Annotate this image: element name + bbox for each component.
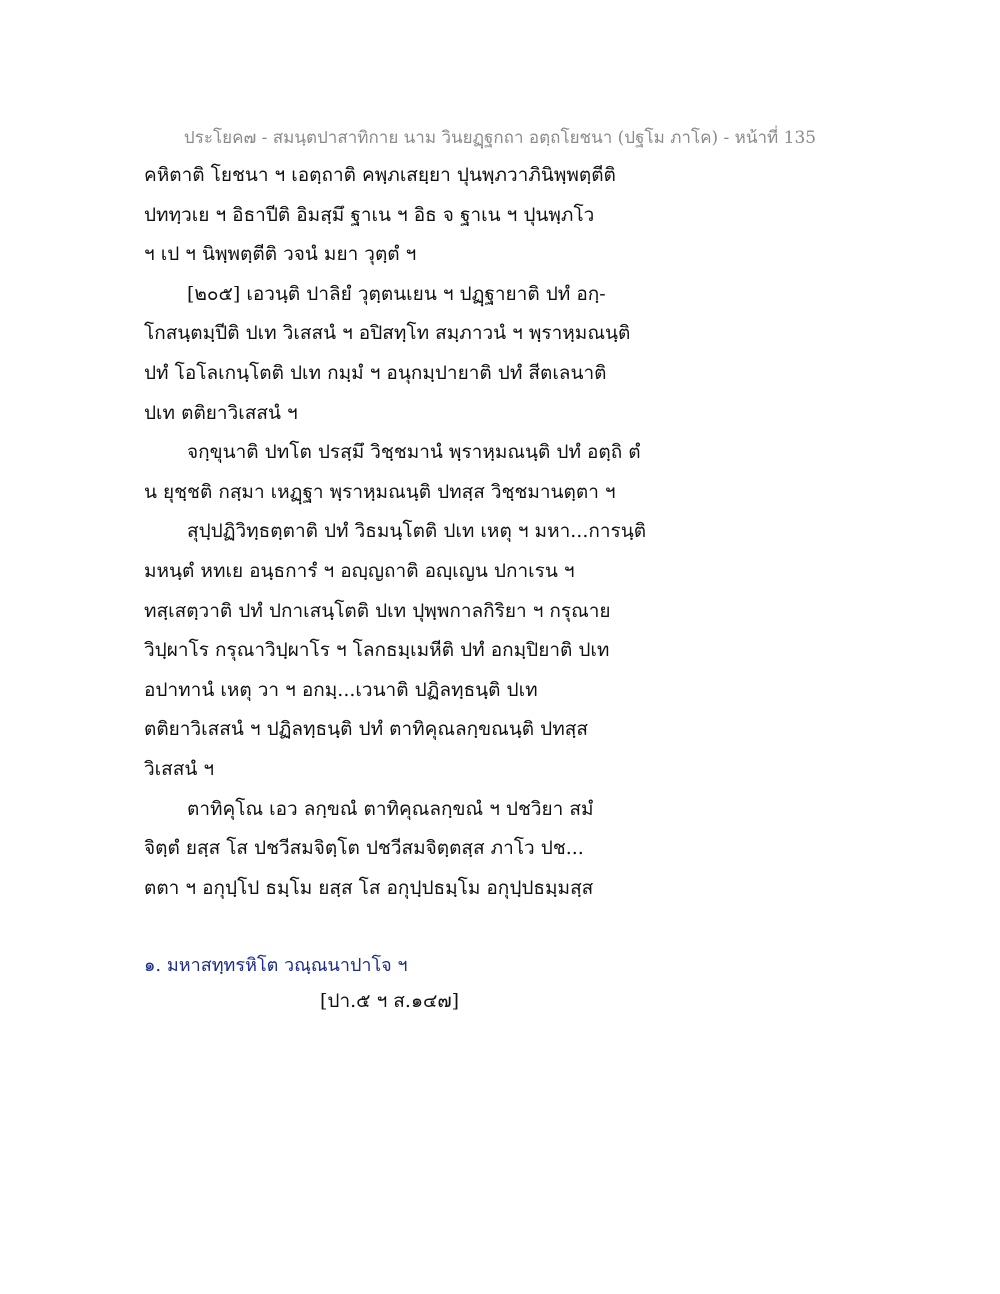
text-line-13: วิปฺผาโร กรุณาวิปฺผาโร ฯ โลกธมฺเมหีติ ปทํ อกมฺปิยาติ ปเท	[144, 639, 610, 662]
text-line-6: ปทํ โอโลเกนฺโตติ ปเท กมฺมํ ฯ อนุกมฺปายาติ ปทํ สีตเลนาติ	[144, 361, 607, 384]
text-line-16: วิเสสนํ ฯ	[144, 757, 215, 780]
text-line-11: มหนฺตํ หทเย อนฺธการํ ฯ อญฺญถาติ อญฺเญน ปกาเรน ฯ	[144, 559, 575, 582]
text-line-19: ตตา ฯ อกุปฺโป ธมฺโม ยสฺส โส อกุปฺปธมฺโม อกุปฺปธมฺมสฺส	[144, 876, 594, 899]
text-line-8: จกฺขุนาติ ปทโต ปรสฺมึ วิชฺชมานํ พฺราหฺมณนฺติ ปทํ อตฺถิ ตํ	[187, 441, 641, 464]
page-header: ประโยค๗ - สมนฺตปาสาทิกาย นาม วินยฏฺฐกถา อตฺถโยชนา (ปฐโม ภาโค) - หน้าที่ 135	[183, 128, 817, 148]
text-line-4: [๒๐๕] เอวนฺติ ปาลิยํ วุตฺตนเยน ฯ ปฏฺฐายาติ ปทํ อกฺ-	[187, 282, 606, 305]
footnote: ๑. มหาสทฺทรหิโต วณฺณนาปาโจ ฯ	[144, 955, 408, 976]
text-line-1: คหิตาติ โยชนา ฯ เอตฺถาติ คพฺภเสยฺยา ปุนพฺภวาภินิพฺพตฺตีติ	[144, 164, 616, 186]
text-line-17: ตาทิคุโณ เอว ลกฺขณํ ตาทิคุณลกฺขณํ ฯ ปชวิยา สมํ	[187, 797, 594, 820]
text-line-10: สุปฺปฏิวิทฺธตฺตาติ ปทํ วิธมนฺโตติ ปเท เหตุ ฯ มหา...การนฺติ	[187, 520, 647, 543]
text-line-5: โกสนฺตมฺปีติ ปเท วิเสสนํ ฯ อปิสทฺโท สมฺภาวนํ ฯ พฺราหฺมณนฺติ	[144, 322, 631, 345]
text-line-15: ตติยาวิเสสนํ ฯ ปฏิลทฺธนฺติ ปทํ ตาทิคุณลกฺขณนฺติ ปทสฺส	[144, 718, 588, 741]
text-line-9: น ยุชฺชติ กสฺมา เหฏฺฐา พฺราหฺมณนฺติ ปทสฺส วิชฺชมานตฺตา ฯ	[144, 480, 616, 503]
body-text	[144, 156, 864, 908]
text-line-3: ฯ เป ฯ นิพฺพตฺตีติ วจนํ มยา วุตฺตํ ฯ	[144, 243, 417, 266]
text-line-14: อปาทานํ เหตุ วา ฯ อกมฺ...เวนาติ ปฏิลทฺธนฺติ ปเท	[144, 678, 538, 701]
text-line-18: จิตฺตํ ยสฺส โส ปชวีสมจิตฺโต ปชวีสมจิตฺตสฺส ภาโว ปช...	[144, 837, 584, 860]
page-reference: [ปา.๕ ฯ ส.๑๔๗]	[320, 990, 460, 1012]
text-line-12: ทสฺเสตฺวาติ ปทํ ปกาเสนฺโตติ ปเท ปุพฺพกาลกิริยา ฯ กรุณาย	[144, 599, 611, 622]
text-line-7: ปเท ตติยาวิเสสนํ ฯ	[144, 401, 298, 424]
text-line-2: ปททฺวเย ฯ อิธาปีติ อิมสฺมึ ฐาเน ฯ อิธ จ ฐาเน ฯ ปุนพฺภโว	[144, 203, 595, 226]
